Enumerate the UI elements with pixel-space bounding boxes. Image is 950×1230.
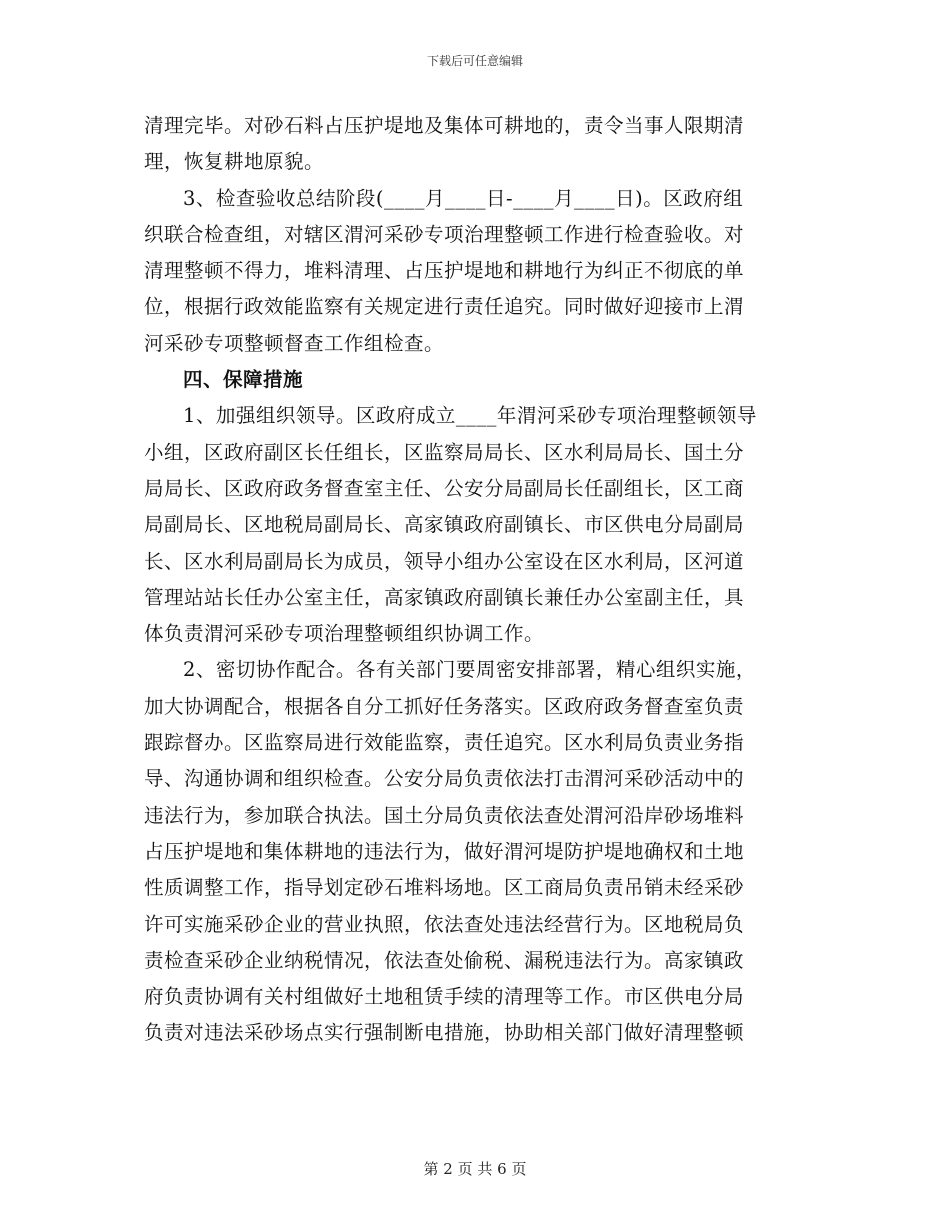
- text-line: 清理完毕。对砂石料占压护堤地及集体可耕地的，责令当事人限期清: [144, 114, 745, 137]
- page-header: 下载后可任意编辑: [426, 54, 523, 68]
- page-number-footer: 第 2 页 共 6 页: [423, 1160, 527, 1178]
- text-line: 导、沟通协调和组织检查。公安分局负责依法打击渭河采砂活动中的: [144, 767, 745, 791]
- text-line: 府负责协调有关村组做好土地租赁手续的清理等工作。市区供电分局: [144, 985, 745, 1009]
- text-line: 河采砂专项整顿督查工作组检查。: [144, 331, 445, 355]
- text-line: 负责对违法采砂场点实行强制断电措施，协助相关部门做好清理整顿: [144, 1021, 745, 1045]
- text-line: 性质调整工作，指导划定砂石堆料场地。区工商局负责吊销未经采砂: [144, 876, 745, 900]
- text-line: 许可实施采砂企业的营业执照，依法查处违法经营行为。区地税局负: [144, 912, 745, 936]
- paragraph-start: 2、密切协作配合。各有关部门要周密安排部署，精心组织实施，: [183, 658, 756, 682]
- text-line: 违法行为，参加联合执法。国土分局负责依法查处渭河沿岸砂场堆料: [144, 803, 745, 827]
- text-line: 占压护堤地和集体耕地的违法行为，做好渭河堤防护堤地确权和土地: [144, 839, 745, 863]
- document-body: [144, 108, 806, 1052]
- text-line: 跟踪督办。区监察局进行效能监察，责任追究。区水利局负责业务指: [144, 731, 745, 755]
- text-line: 小组，区政府副区长任组长，区监察局局长、区水利局局长、国土分: [144, 440, 745, 464]
- text-line: 织联合检查组，对辖区渭河采砂专项治理整顿工作进行检查验收。对: [144, 222, 745, 246]
- section-heading: 四、保障措施: [183, 368, 304, 392]
- text-line: 位，根据行政效能监察有关规定进行责任追究。同时做好迎接市上渭: [144, 295, 745, 319]
- text-line: 局局长、区政府政务督查室主任、公安分局副局长任副组长，区工商: [144, 476, 745, 500]
- text-line: 理，恢复耕地原貌。: [144, 150, 325, 174]
- text-line: 体负责渭河采砂专项治理整顿组织协调工作。: [144, 622, 545, 646]
- text-line: 加大协调配合，根据各自分工抓好任务落实。区政府政务督查室负责: [144, 694, 745, 718]
- paragraph-start: 1、加强组织领导。区政府成立____年渭河采砂专项治理整顿领导: [183, 404, 757, 428]
- text-line: 清理整顿不得力，堆料清理、占压护堤地和耕地行为纠正不彻底的单: [144, 259, 745, 283]
- paragraph-start: 3、检查验收总结阶段(____月____日-____月____日)。区政府组: [183, 186, 744, 210]
- text-line: 长、区水利局副局长为成员，领导小组办公室设在区水利局，区河道: [144, 549, 745, 573]
- text-line: 管理站站长任办公室主任，高家镇政府副镇长兼任办公室副主任，具: [144, 585, 745, 609]
- text-line: 责检查采砂企业纳税情况，依法查处偷税、漏税违法行为。高家镇政: [144, 948, 745, 972]
- text-line: 局副局长、区地税局副局长、高家镇政府副镇长、市区供电分局副局: [144, 513, 745, 537]
